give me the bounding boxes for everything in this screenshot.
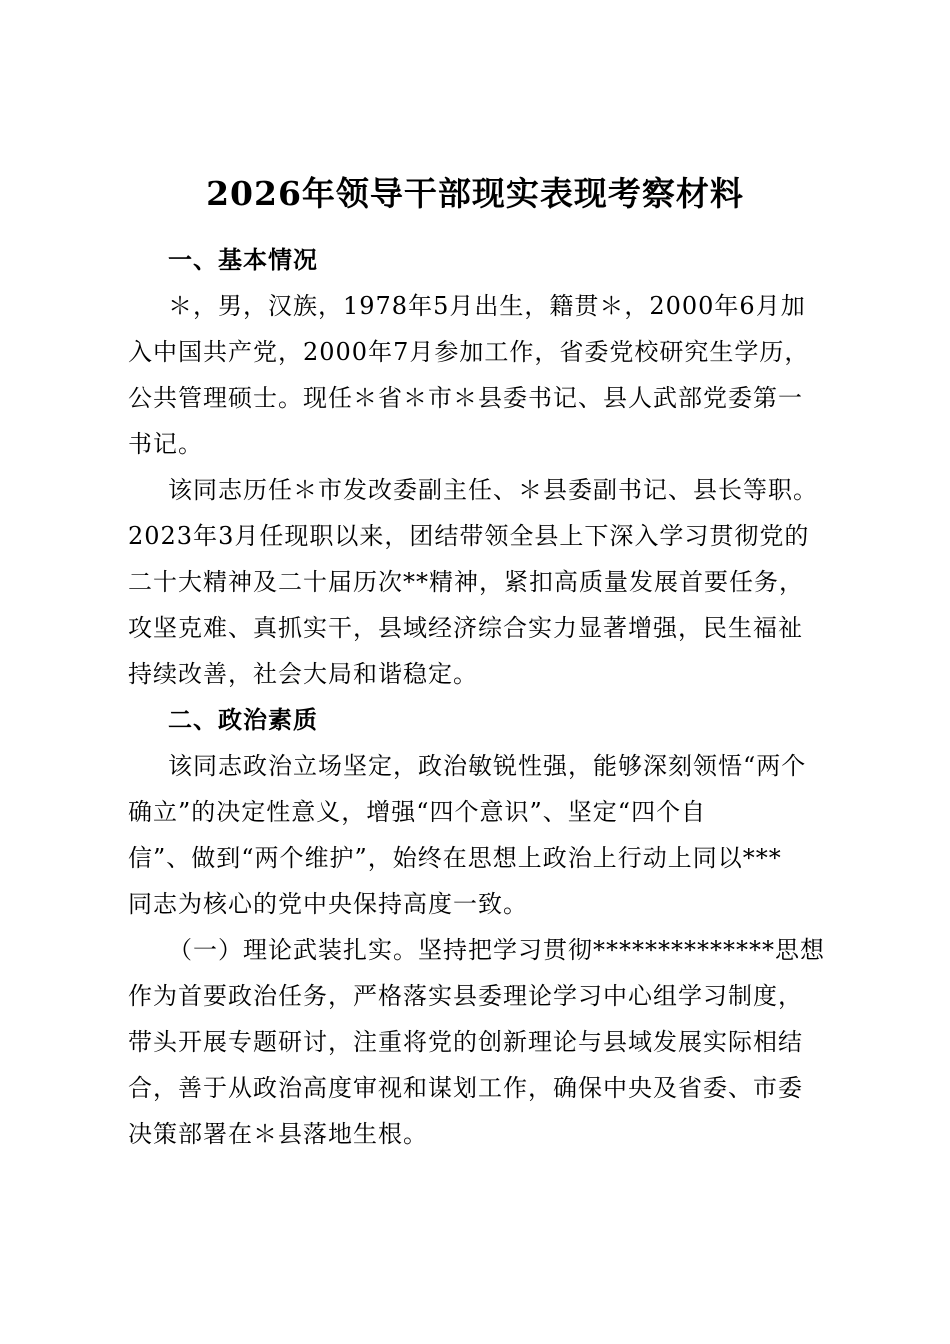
paragraph-line: 2023年3月任现职以来，团结带领全县上下深入学习贯彻党的 bbox=[128, 522, 810, 550]
paragraph-line: （一）理论武装扎实。坚持把学习贯彻**************思想 bbox=[168, 936, 825, 964]
paragraph-line: 该同志政治立场坚定，政治敏锐性强，能够深刻领悟“两个 bbox=[168, 752, 807, 780]
paragraph-line: 攻坚克难、真抓实干，县域经济综合实力显著增强，民生福祉 bbox=[128, 614, 803, 642]
paragraph-line: 合，善于从政治高度审视和谋划工作，确保中央及省委、市委 bbox=[128, 1074, 803, 1102]
section-heading-basic-info: 一、基本情况 bbox=[168, 245, 318, 274]
paragraph-line: 入中国共产党，2000年7月参加工作，省委党校研究生学历， bbox=[128, 338, 810, 366]
paragraph-line: 决策部署在＊县落地生根。 bbox=[128, 1120, 428, 1148]
paragraph-line: 同志为核心的党中央保持高度一致。 bbox=[128, 890, 528, 918]
paragraph-line: 书记。 bbox=[128, 430, 203, 458]
paragraph-line: 公共管理硕士。现任＊省＊市＊县委书记、县人武部党委第一 bbox=[128, 384, 803, 412]
paragraph-line: ＊，男，汉族，1978年5月出生，籍贯＊，2000年6月加 bbox=[168, 292, 806, 320]
paragraph-line: 带头开展专题研讨，注重将党的创新理论与县域发展实际相结 bbox=[128, 1028, 803, 1056]
paragraph-line: 信”、做到“两个维护”，始终在思想上政治上行动上同以*** bbox=[128, 844, 782, 872]
paragraph-line: 作为首要政治任务，严格落实县委理论学习中心组学习制度， bbox=[128, 982, 803, 1010]
document-title: 2026年领导干部现实表现考察材料 bbox=[206, 174, 744, 213]
paragraph-line: 确立”的决定性意义，增强“四个意识”、坚定“四个自 bbox=[128, 798, 707, 826]
paragraph-line: 持续改善，社会大局和谐稳定。 bbox=[128, 660, 478, 688]
section-heading-political-quality: 二、政治素质 bbox=[168, 705, 318, 734]
paragraph-line: 该同志历任＊市发改委副主任、＊县委副书记、县长等职。 bbox=[168, 476, 818, 504]
paragraph-line: 二十大精神及二十届历次**精神，紧扣高质量发展首要任务， bbox=[128, 568, 804, 596]
